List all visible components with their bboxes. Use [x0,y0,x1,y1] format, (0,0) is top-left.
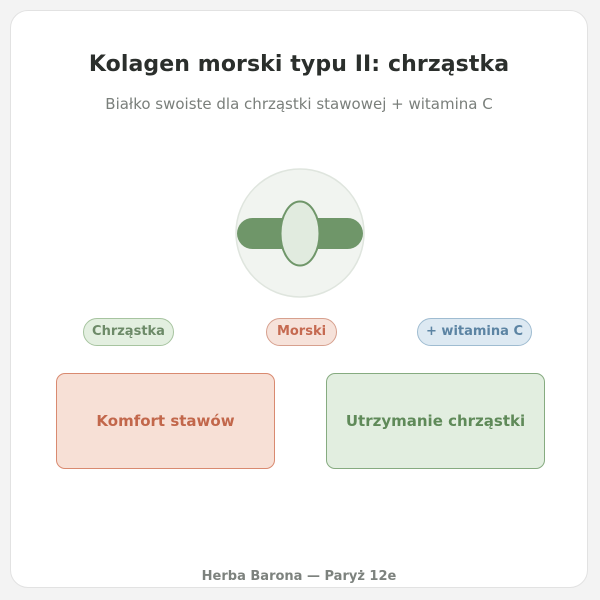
tag-vitamin-c: + witamina C [417,318,532,346]
product-card [10,10,588,588]
emblem-oval [281,202,320,266]
benefit-joint-comfort: Komfort stawów [56,373,275,469]
collagen-capsule-icon [235,168,365,298]
footer-brand: Herba Barona — Paryż 12e [201,569,397,584]
tag-cartilage: Chrząstka [83,318,174,346]
benefit-cartilage-maintenance: Utrzymanie chrząstki [326,373,545,469]
page-title: Kolagen morski typu II: chrząstka [88,52,510,77]
page-subtitle: Białko swoiste dla chrząstki stawowej + witamina C [105,95,493,113]
tag-marine: Morski [266,318,337,346]
